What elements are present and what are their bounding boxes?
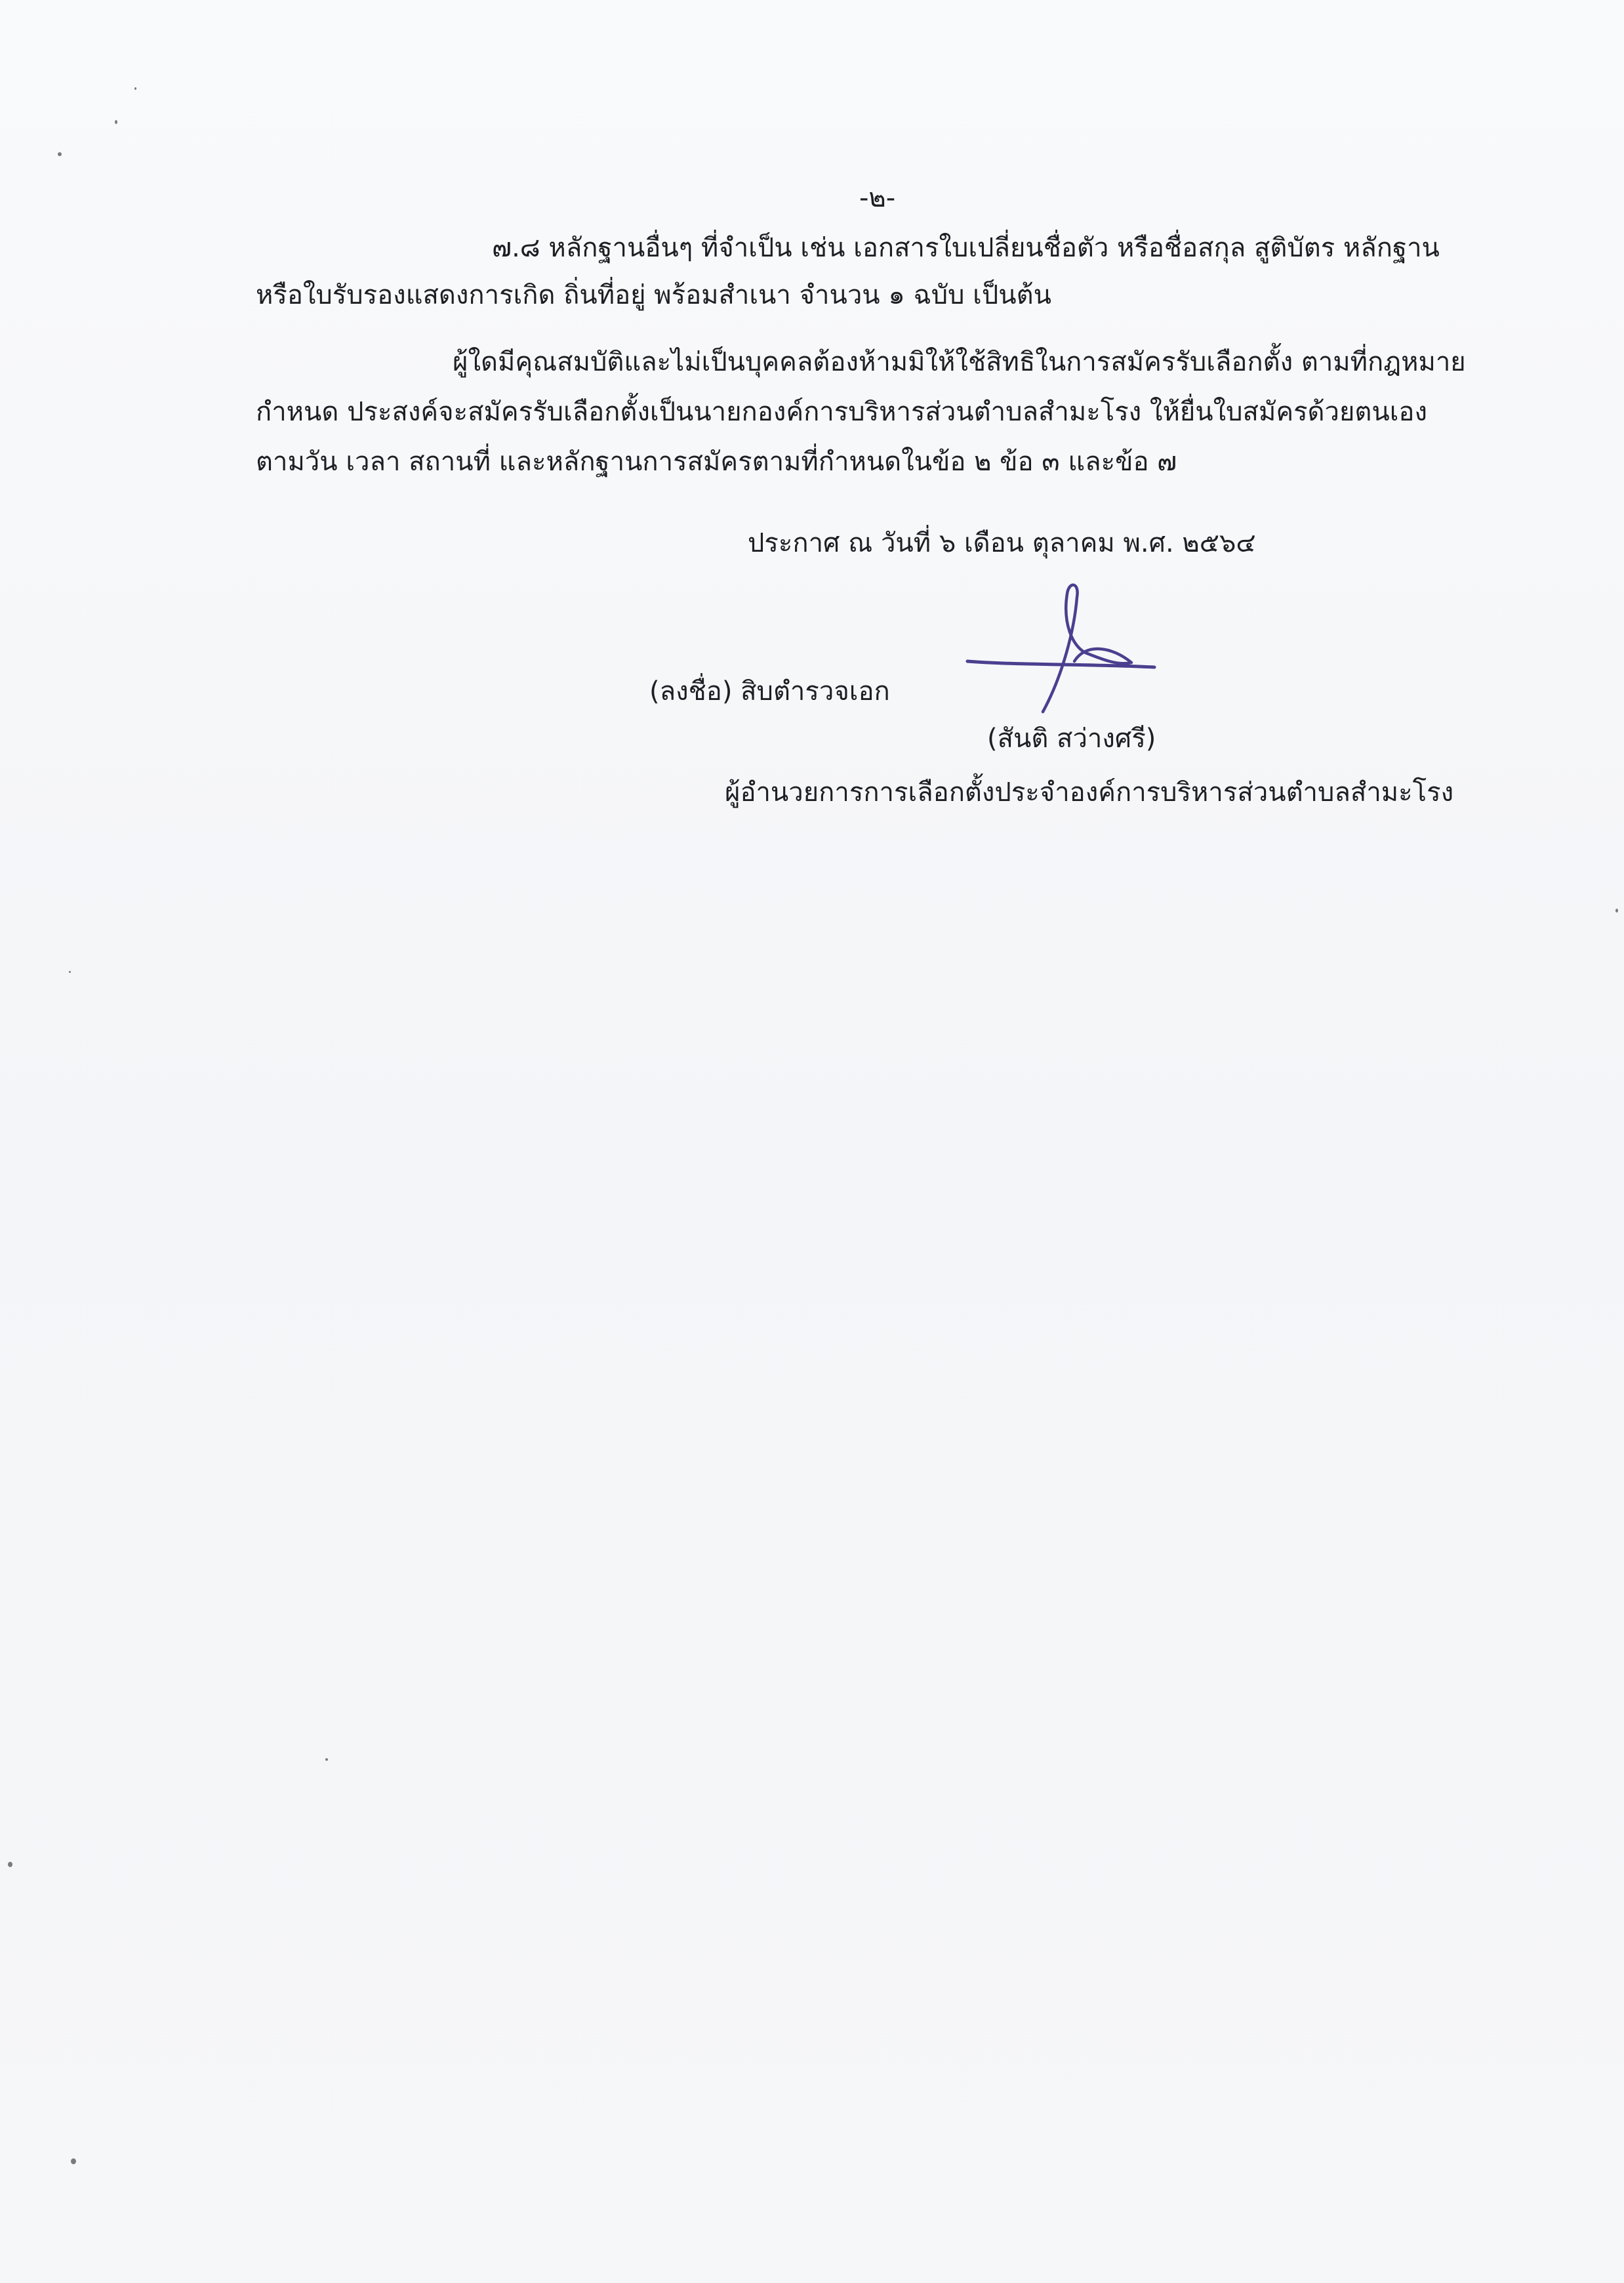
paragraph-2-line-3: ตามวัน เวลา สถานที่ และหลักฐานการสมัครตามที่กำหนดในข้อ ๒ ข้อ ๓ และข้อ ๗ — [256, 447, 1177, 477]
paper-speck — [325, 1758, 328, 1761]
paper-speck — [69, 971, 71, 973]
paper-speck — [8, 1862, 12, 1867]
paragraph-2-line-2: กำหนด ประสงค์จะสมัครรับเลือกตั้งเป็นนายกองค์การบริหารส่วนตำบลสำมะโรง ให้ยื่นใบสมัครด้วยตนเอง — [256, 397, 1427, 427]
announcement-date: ประกาศ ณ วันที่ ๖ เดือน ตุลาคม พ.ศ. ๒๕๖๔ — [748, 528, 1256, 558]
signatory-name: (สันติ สว่างศรี) — [987, 724, 1156, 754]
signed-label: (ลงชื่อ) สิบตำรวจเอก — [649, 676, 890, 707]
paper-speck — [115, 120, 117, 124]
paragraph-2-line-1: ผู้ใดมีคุณสมบัติและไม่เป็นบุคคลต้องห้ามมิให้ใช้สิทธิในการสมัครรับเลือกตั้ง ตามที่กฎหมาย — [453, 347, 1466, 377]
handwritten-signature — [964, 577, 1161, 722]
paper-speck — [58, 152, 62, 156]
paper-speck — [134, 87, 136, 90]
paragraph-1-line-2: หรือใบรับรองแสดงการเกิด ถิ่นที่อยู่ พร้อมสำเนา จำนวน ๑ ฉบับ เป็นต้น — [256, 280, 1051, 310]
signatory-title: ผู้อำนวยการการเลือกตั้งประจำองค์การบริหารส่วนตำบลสำมะโรง — [725, 777, 1454, 808]
paragraph-1-line-1: ๗.๘ หลักฐานอื่นๆ ที่จำเป็น เช่น เอกสารใบเปลี่ยนชื่อตัว หรือชื่อสกุล สูติบัตร หลักฐาน — [492, 233, 1440, 263]
page-number: -๒- — [859, 183, 896, 213]
paper-speck — [1615, 909, 1618, 913]
paper-speck — [71, 2158, 76, 2164]
